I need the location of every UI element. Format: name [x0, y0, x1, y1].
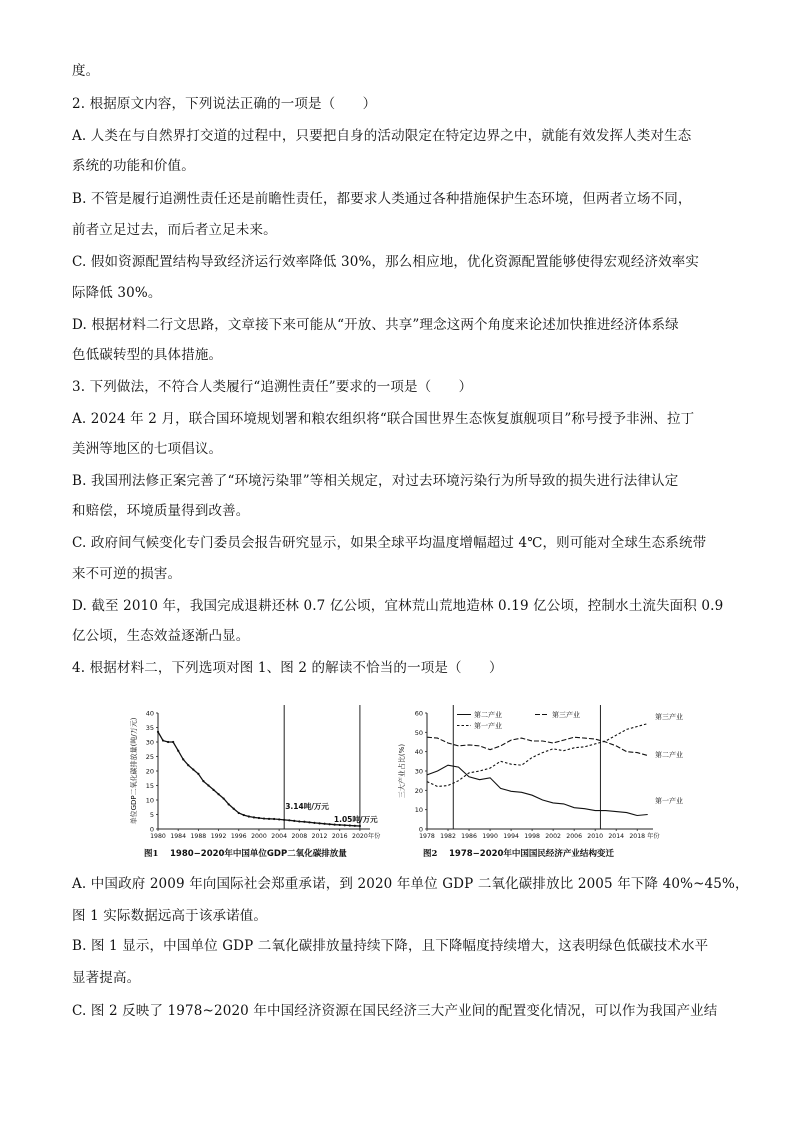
text-line: C. 假如资源配置结构导致经济运行效率降低 30%，那么相应地，优化资源配置能够使得宏观经济效率实: [72, 254, 700, 270]
data-point: [339, 824, 341, 826]
y-tick-label: 10: [145, 796, 154, 805]
data-point: [268, 818, 270, 820]
text-line: A. 2024 年 2 月，联合国环境规划署和粮农组织将“联合国世界生态恢复旗舰项目”称号授予非洲、拉丁: [72, 411, 695, 427]
data-point: [278, 818, 280, 820]
legend-label: 第一产业: [474, 722, 502, 730]
data-point: [303, 821, 305, 823]
text-line: 际降低 30%。: [72, 285, 162, 301]
data-annotation: 1.05吨/万元: [333, 814, 378, 824]
data-point: [157, 731, 159, 733]
y-tick-label: 25: [145, 753, 154, 761]
x-tick-label: 2002: [545, 833, 562, 840]
emission-line: [158, 732, 360, 826]
x-tick-label: 2016: [331, 833, 348, 840]
data-point: [223, 797, 225, 799]
data-point: [162, 739, 164, 741]
x-tick-label: 1980: [150, 833, 166, 840]
y-tick-label: 30: [145, 738, 154, 747]
y-tick-label: 50: [414, 728, 423, 737]
text-line: C. 政府间气候变化专门委员会报告研究显示，如果全球平均温度增幅超过 4℃，则可能对全球生态系统带: [72, 535, 707, 551]
x-tick-label: 1984: [170, 833, 187, 840]
data-point: [344, 824, 346, 826]
legend-label: 第二产业: [474, 711, 502, 719]
x-tick-label: 1986: [461, 833, 477, 840]
x-tick-label: 2012: [311, 833, 328, 840]
text-line: 来不可逆的损害。: [72, 566, 182, 582]
data-point: [313, 822, 315, 824]
data-point: [212, 789, 214, 791]
data-point: [283, 819, 285, 821]
series-end-label: 第一产业: [655, 797, 683, 805]
text-line: B. 我国刑法修正案完善了“环境污染罪”等相关规定，对过去环境污染行为所导致的损失进行法律认定: [72, 473, 679, 489]
data-point: [202, 780, 204, 782]
text-line: 3. 下列做法，不符合人类履行“追溯性责任”要求的一项是（ ）: [72, 379, 473, 395]
data-point: [308, 821, 310, 823]
data-point: [359, 825, 361, 827]
x-tick-label: 1992: [210, 833, 227, 840]
figure-1-title: 1980−2020年中国单位GDP二氧化碳排放量: [170, 849, 347, 859]
series-line-2: [427, 765, 648, 815]
x-tick-label: 2018: [629, 833, 646, 840]
text-line: B. 不管是履行追溯性责任还是前瞻性责任，都要求人类通过各种措施保护生态环境，但两者立场不同，: [72, 191, 692, 207]
series-line-1: [427, 724, 648, 787]
y-tick-label: 0: [418, 825, 423, 834]
x-axis-suffix: 年份: [647, 833, 660, 840]
text-line: 4. 根据材料二，下列选项对图 1、图 2 的解读不恰当的一项是（ ）: [72, 660, 503, 676]
x-tick-label: 1982: [440, 833, 456, 840]
text-line: A. 中国政府 2009 年向国际社会郑重承诺，到 2020 年单位 GDP 二氧化碳排放比 2005 年下降 40%~45%，: [72, 876, 749, 892]
data-point: [273, 818, 275, 820]
data-point: [349, 824, 351, 826]
y-tick-label: 10: [414, 806, 423, 815]
data-point: [187, 764, 189, 766]
text-line: 色低碳转型的具体措施。: [72, 347, 223, 363]
data-point: [258, 817, 260, 819]
data-point: [233, 808, 235, 810]
series-line-0: [427, 737, 648, 755]
x-tick-label: 2014: [608, 833, 625, 840]
text-line: C. 图 2 反映了 1978~2020 年中国经济资源在国民经济三大产业间的配置变化情况，可以作为我国产业结: [72, 1003, 718, 1019]
y-tick-label: 35: [145, 724, 154, 732]
y-tick-label: 40: [145, 709, 154, 718]
y-tick-label: 60: [414, 709, 423, 718]
data-point: [182, 758, 184, 760]
y-tick-label: 20: [145, 767, 154, 776]
text-line: 亿公顷，生态效益逐渐凸显。: [72, 628, 250, 644]
figure-2-title: 1978−2020年中国国民经济产业结构变迁: [449, 849, 614, 859]
x-tick-label: 1996: [230, 833, 247, 840]
text-line: 显著提高。: [72, 970, 141, 986]
data-point: [293, 820, 295, 822]
x-tick-label: 1978: [419, 833, 435, 840]
y-tick-label: 15: [145, 782, 154, 790]
y-tick-label: 0: [149, 825, 154, 834]
x-tick-label: 2008: [291, 833, 308, 840]
data-point: [354, 825, 356, 827]
data-point: [248, 815, 250, 817]
text-line: B. 图 1 显示，中国单位 GDP 二氧化碳排放量持续下降，且下降幅度持续增大，这表明绿色低碳技术水平: [72, 938, 709, 954]
figure-1-chart: [130, 705, 390, 865]
x-tick-label: 2004: [271, 833, 288, 840]
data-point: [323, 823, 325, 825]
figure-2-number: 图2: [423, 849, 438, 859]
y-tick-label: 40: [414, 748, 423, 757]
x-tick-label: 1988: [190, 833, 207, 840]
text-line: 度。: [72, 63, 100, 79]
series-end-label: 第三产业: [655, 713, 683, 721]
text-line: 图 1 实际数据远高于该承诺值。: [72, 908, 268, 924]
x-tick-label: 1998: [524, 833, 540, 840]
data-point: [329, 823, 331, 825]
x-tick-label: 2020: [352, 833, 368, 840]
series-end-label: 第二产业: [655, 751, 683, 759]
data-point: [318, 822, 320, 824]
x-tick-label: 2010: [587, 833, 604, 840]
data-point: [228, 803, 230, 805]
x-tick-label: 1990: [482, 833, 498, 840]
figure-1-number: 图1: [144, 849, 159, 859]
data-point: [177, 750, 179, 752]
y-axis-label: 三大产业占比(%): [398, 743, 406, 799]
data-point: [197, 773, 199, 775]
data-point: [167, 741, 169, 743]
text-line: D. 截至 2010 年，我国完成退耕还林 0.7 亿公顷，宜林荒山荒地造林 0.19 亿公顷，控制水土流失面积 0.9: [72, 598, 724, 614]
data-point: [238, 812, 240, 814]
y-axis-label: 单位GDP二氧化碳排放量(吨/万元): [130, 717, 138, 825]
x-tick-label: 2000: [251, 833, 267, 840]
data-point: [243, 814, 245, 816]
data-point: [263, 817, 265, 819]
x-axis-suffix: 年份: [367, 833, 381, 840]
text-line: 前者立足过去，而后者立足未来。: [72, 222, 277, 238]
y-tick-label: 5: [149, 811, 154, 819]
data-point: [192, 768, 194, 770]
text-line: D. 根据材料二行文思路，文章接下来可能从“开放、共享”理念这两个角度来论述加快推进经济体系绿: [72, 317, 679, 333]
data-point: [253, 816, 255, 818]
y-tick-label: 30: [414, 767, 423, 776]
x-tick-label: 2006: [566, 833, 583, 840]
text-line: 美洲等地区的七项倡议。: [72, 441, 223, 457]
text-line: 和赔偿，环境质量得到改善。: [72, 503, 250, 519]
data-point: [298, 820, 300, 822]
text-line: 2. 根据原文内容，下列说法正确的一项是（ ）: [72, 96, 377, 112]
data-point: [217, 793, 219, 795]
y-tick-label: 20: [414, 786, 423, 795]
figure-2-chart: [395, 705, 695, 865]
data-annotation: 3.14吨/万元: [285, 801, 329, 811]
data-point: [172, 741, 174, 743]
text-line: 系统的功能和价值。: [72, 158, 195, 174]
legend-label: 第三产业: [552, 711, 580, 719]
text-line: A. 人类在与自然界打交道的过程中，只要把自身的活动限定在特定边界之中，就能有效发挥人类对生态: [72, 128, 692, 144]
x-tick-label: 1994: [503, 833, 519, 840]
data-point: [288, 819, 290, 821]
data-point: [207, 784, 209, 786]
